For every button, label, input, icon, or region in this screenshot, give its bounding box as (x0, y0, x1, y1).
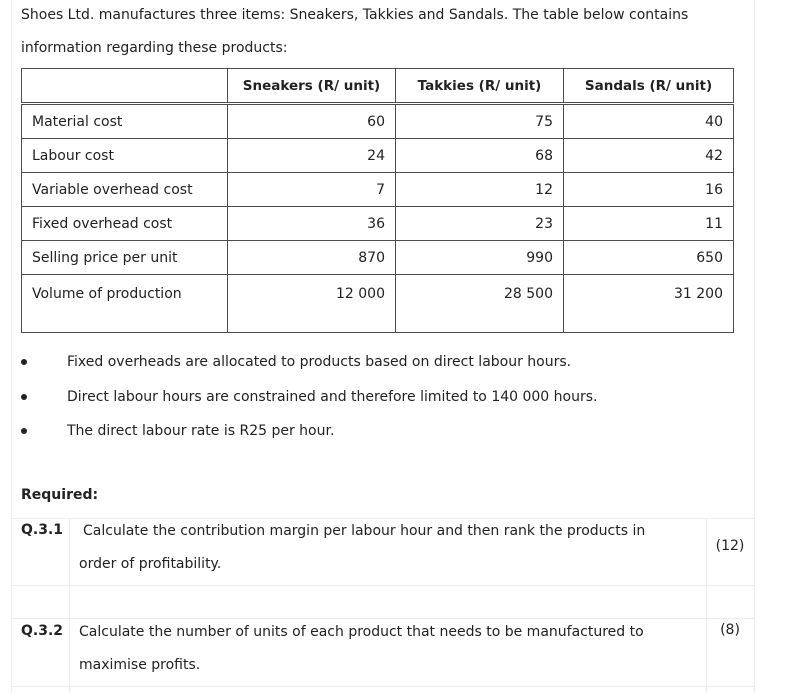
row-label: Variable overhead cost (22, 173, 228, 207)
sandals-value: 40 (564, 104, 734, 139)
question-divider-top (11, 518, 755, 519)
question-number: Q.3.1 (21, 522, 64, 538)
takkies-value: 75 (396, 104, 564, 139)
question-divider-middle (11, 585, 755, 586)
takkies-value: 990 (396, 241, 564, 275)
row-label: Fixed overhead cost (22, 207, 228, 241)
sneakers-value: 870 (228, 241, 396, 275)
bullet-dot-icon (21, 428, 27, 434)
intro-line-1: Shoes Ltd. manufactures three items: Sneakers, Takkies and Sandals. The table below contains (21, 7, 689, 23)
question-text-line-2: maximise profits. (79, 657, 201, 673)
takkies-value: 23 (396, 207, 564, 241)
question-marks: (8) (720, 622, 740, 638)
question-text-line-1: Calculate the contribution margin per labour hour and then rank the products in (83, 523, 646, 539)
bullet-item (21, 421, 761, 441)
table-header-sneakers: Sneakers (R/ unit) (228, 69, 396, 104)
question-divider-lower (11, 618, 755, 619)
takkies-value: 12 (396, 173, 564, 207)
question-text-line-2: order of profitability. (79, 556, 222, 572)
bullet-item (21, 387, 761, 407)
table-header-sandals: Sandals (R/ unit) (564, 69, 734, 104)
table-row (22, 275, 734, 333)
row-label: Labour cost (22, 139, 228, 173)
question-number: Q.3.2 (21, 623, 64, 639)
table-header-cell (22, 69, 228, 104)
table-row (22, 173, 734, 207)
row-label: Volume of production (22, 275, 228, 333)
table-row (22, 139, 734, 173)
row-label: Material cost (22, 104, 228, 139)
bullet-text: Fixed overheads are allocated to products based on direct labour hours. (67, 354, 572, 370)
sneakers-value: 12 000 (228, 275, 396, 333)
takkies-value: 28 500 (396, 275, 564, 333)
table-row (22, 104, 734, 139)
sandals-value: 31 200 (564, 275, 734, 333)
question-divider-bottom (11, 686, 755, 687)
sandals-value: 650 (564, 241, 734, 275)
bullet-text: Direct labour hours are constrained and therefore limited to 140 000 hours. (67, 389, 598, 405)
page-border-right (754, 0, 755, 693)
sandals-value: 42 (564, 139, 734, 173)
sneakers-value: 24 (228, 139, 396, 173)
table-header-takkies: Takkies (R/ unit) (396, 69, 564, 104)
takkies-value: 68 (396, 139, 564, 173)
sandals-value: 11 (564, 207, 734, 241)
sneakers-value: 60 (228, 104, 396, 139)
bullet-item (21, 352, 761, 372)
table-row (22, 207, 734, 241)
sneakers-value: 7 (228, 173, 396, 207)
sneakers-value: 36 (228, 207, 396, 241)
question-marks: (12) (715, 538, 745, 554)
sandals-value: 16 (564, 173, 734, 207)
bullet-text: The direct labour rate is R25 per hour. (67, 423, 335, 439)
page-border-left (11, 0, 12, 693)
table-row (22, 241, 734, 275)
question-text-line-1: Calculate the number of units of each product that needs to be manufactured to (79, 624, 644, 640)
required-heading: Required: (21, 487, 99, 503)
product-cost-table (21, 68, 734, 333)
table-header-row (22, 69, 734, 104)
question-column-divider (69, 518, 70, 693)
intro-line-2: information regarding these products: (21, 40, 288, 56)
bullet-dot-icon (21, 359, 27, 365)
bullet-dot-icon (21, 394, 27, 400)
row-label: Selling price per unit (22, 241, 228, 275)
